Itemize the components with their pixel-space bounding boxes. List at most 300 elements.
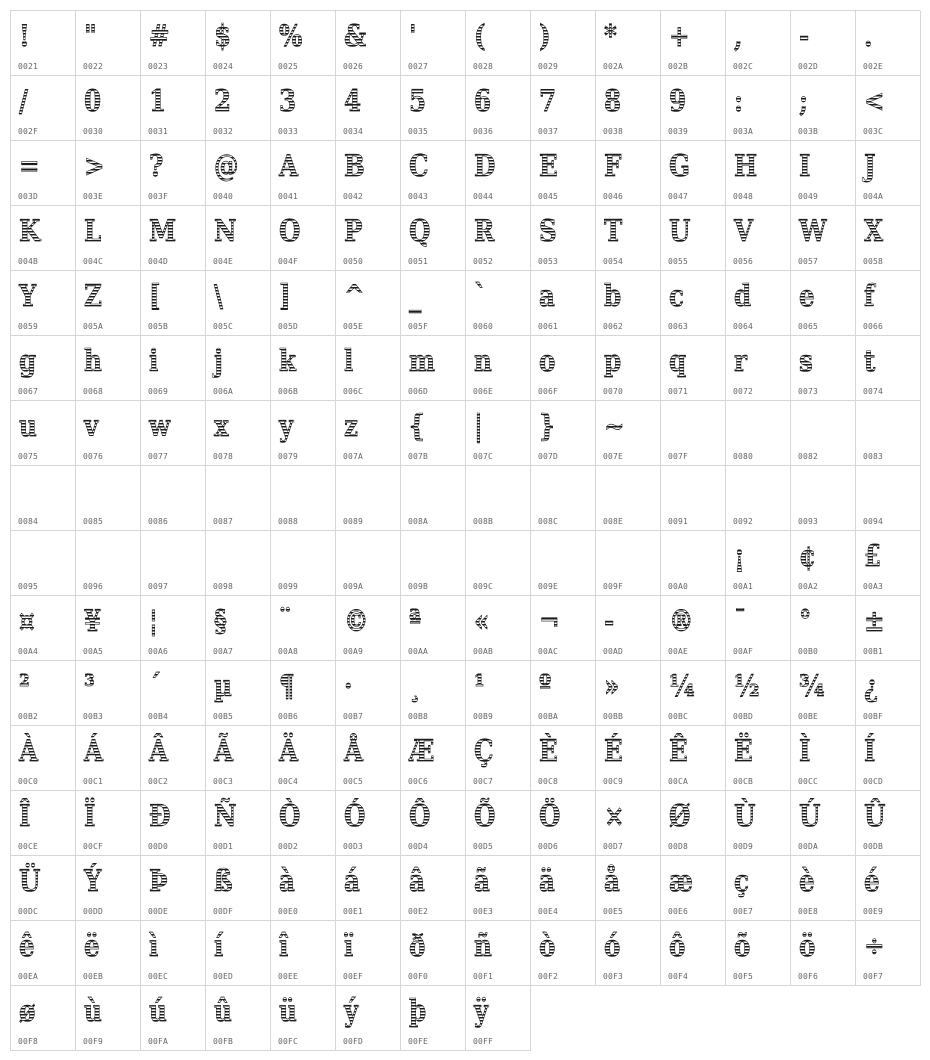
glyph-code-label: 0045 bbox=[538, 192, 559, 201]
glyph-sample: ø bbox=[19, 990, 35, 1034]
glyph-cell bbox=[206, 271, 271, 336]
glyph-cell bbox=[336, 726, 401, 791]
glyph-cell bbox=[856, 661, 921, 726]
glyph-cell bbox=[271, 596, 336, 661]
glyph-sample: ï bbox=[344, 925, 353, 969]
glyph-code-label: 00AF bbox=[733, 647, 754, 656]
glyph-sample: L bbox=[84, 210, 101, 254]
glyph-sample: á bbox=[344, 860, 360, 904]
glyph-code-label: 00DC bbox=[18, 907, 39, 916]
glyph-cell bbox=[76, 141, 141, 206]
glyph-cell bbox=[11, 271, 76, 336]
glyph-code-label: 00D6 bbox=[538, 842, 559, 851]
glyph-sample: ò bbox=[539, 925, 555, 969]
glyph-code-label: 00DD bbox=[83, 907, 104, 916]
glyph-sample: ù bbox=[84, 990, 102, 1034]
glyph-code-label: 0054 bbox=[603, 257, 624, 266]
glyph-code-label: 0027 bbox=[408, 62, 429, 71]
glyph-code-label: 00A3 bbox=[863, 582, 884, 591]
glyph-cell bbox=[856, 726, 921, 791]
glyph-cell bbox=[206, 466, 271, 531]
glyph-cell bbox=[336, 206, 401, 271]
glyph-code-label: 0050 bbox=[343, 257, 364, 266]
glyph-cell bbox=[466, 596, 531, 661]
glyph-cell bbox=[661, 661, 726, 726]
glyph-code-label: 00A5 bbox=[83, 647, 104, 656]
glyph-cell bbox=[726, 11, 791, 76]
glyph-sample: ¦ bbox=[149, 600, 158, 644]
glyph-cell bbox=[726, 141, 791, 206]
glyph-cell bbox=[401, 986, 466, 1051]
glyph-sample: m bbox=[409, 340, 435, 384]
glyph-cell bbox=[856, 206, 921, 271]
glyph-sample: P bbox=[344, 210, 363, 254]
glyph-code-label: 00CF bbox=[83, 842, 104, 851]
glyph-cell bbox=[401, 791, 466, 856]
glyph-sample: 1 bbox=[149, 80, 166, 124]
glyph-code-label: 0070 bbox=[603, 387, 624, 396]
glyph-cell bbox=[596, 856, 661, 921]
glyph-sample: É bbox=[604, 730, 623, 774]
glyph-code-label: 003F bbox=[148, 192, 169, 201]
glyph-code-label: 0028 bbox=[473, 62, 494, 71]
glyph-cell bbox=[791, 141, 856, 206]
glyph-cell bbox=[141, 336, 206, 401]
glyph-code-label: 002E bbox=[863, 62, 884, 71]
glyph-code-label: 0073 bbox=[798, 387, 819, 396]
glyph-cell bbox=[531, 141, 596, 206]
glyph-code-label: 00F1 bbox=[473, 972, 494, 981]
glyph-cell bbox=[596, 141, 661, 206]
glyph-sample: Ý bbox=[84, 860, 102, 904]
glyph-cell bbox=[661, 11, 726, 76]
glyph-cell bbox=[791, 531, 856, 596]
glyph-cell bbox=[661, 596, 726, 661]
glyph-sample: E bbox=[539, 145, 558, 189]
glyph-sample: î bbox=[279, 925, 288, 969]
glyph-sample: H bbox=[734, 145, 757, 189]
glyph-code-label: 0091 bbox=[668, 517, 689, 526]
glyph-code-label: 0096 bbox=[83, 582, 104, 591]
glyph-code-label: 00C5 bbox=[343, 777, 364, 786]
glyph-code-label: 00C8 bbox=[538, 777, 559, 786]
glyph-code-label: 0022 bbox=[83, 62, 104, 71]
glyph-cell bbox=[336, 661, 401, 726]
glyph-cell bbox=[271, 141, 336, 206]
glyph-sample: Û bbox=[864, 795, 885, 839]
glyph-cell bbox=[141, 856, 206, 921]
glyph-code-label: 0076 bbox=[83, 452, 104, 461]
glyph-sample: Õ bbox=[474, 795, 495, 839]
glyph-code-label: 00B0 bbox=[798, 647, 819, 656]
glyph-code-label: 00D8 bbox=[668, 842, 689, 851]
glyph-sample: X bbox=[864, 210, 883, 254]
glyph-cell bbox=[76, 921, 141, 986]
glyph-code-label: 0039 bbox=[668, 127, 689, 136]
glyph-code-label: 0092 bbox=[733, 517, 754, 526]
glyph-cell bbox=[791, 791, 856, 856]
glyph-code-label: 002F bbox=[18, 127, 39, 136]
glyph-sample: v bbox=[84, 405, 98, 449]
glyph-cell bbox=[336, 11, 401, 76]
glyph-sample: Ñ bbox=[214, 795, 236, 839]
glyph-code-label: 00F3 bbox=[603, 972, 624, 981]
glyph-sample: µ bbox=[214, 665, 232, 709]
glyph-cell bbox=[726, 76, 791, 141]
glyph-code-label: 00F6 bbox=[798, 972, 819, 981]
glyph-cell bbox=[726, 466, 791, 531]
glyph-code-label: 00E1 bbox=[343, 907, 364, 916]
glyph-sample: r bbox=[734, 340, 747, 384]
glyph-sample: Ð bbox=[149, 795, 171, 839]
glyph-code-label: 00A6 bbox=[148, 647, 169, 656]
glyph-sample: f bbox=[864, 275, 875, 319]
glyph-sample: Î bbox=[19, 795, 31, 839]
glyph-cell bbox=[596, 206, 661, 271]
glyph-sample: ¼ bbox=[669, 665, 695, 709]
glyph-cell bbox=[661, 791, 726, 856]
glyph-sample: à bbox=[279, 860, 295, 904]
glyph-cell bbox=[466, 856, 531, 921]
glyph-sample: Þ bbox=[149, 860, 168, 904]
glyph-sample: é bbox=[864, 860, 880, 904]
glyph-cell bbox=[141, 141, 206, 206]
glyph-code-label: 00A8 bbox=[278, 647, 299, 656]
glyph-code-label: 00EE bbox=[278, 972, 299, 981]
glyph-code-label: 0078 bbox=[213, 452, 234, 461]
glyph-sample: Ô bbox=[409, 795, 430, 839]
glyph-code-label: 00B6 bbox=[278, 712, 299, 721]
glyph-sample: Y bbox=[19, 275, 37, 319]
glyph-code-label: 008E bbox=[603, 517, 624, 526]
glyph-sample: · bbox=[344, 665, 353, 709]
glyph-cell bbox=[11, 921, 76, 986]
glyph-code-label: 005F bbox=[408, 322, 429, 331]
glyph-code-label: 00CB bbox=[733, 777, 754, 786]
glyph-cell bbox=[596, 271, 661, 336]
glyph-cell bbox=[661, 531, 726, 596]
glyph-sample: 0 bbox=[84, 80, 101, 124]
glyph-sample: ç bbox=[734, 860, 749, 904]
glyph-code-label: 008B bbox=[473, 517, 494, 526]
glyph-code-label: 00E2 bbox=[408, 907, 429, 916]
glyph-sample: ¿ bbox=[864, 665, 878, 709]
glyph-code-label: 0063 bbox=[668, 322, 689, 331]
glyph-code-label: 00CE bbox=[18, 842, 39, 851]
glyph-code-label: 00F0 bbox=[408, 972, 429, 981]
glyph-cell bbox=[141, 271, 206, 336]
glyph-sample: U bbox=[669, 210, 690, 254]
glyph-code-label: 0038 bbox=[603, 127, 624, 136]
glyph-sample: Ã bbox=[214, 730, 233, 774]
glyph-code-label: 002D bbox=[798, 62, 819, 71]
glyph-cell bbox=[76, 206, 141, 271]
glyph-cell bbox=[791, 336, 856, 401]
glyph-sample: O bbox=[279, 210, 300, 254]
glyph-code-label: 005D bbox=[278, 322, 299, 331]
glyph-cell bbox=[11, 401, 76, 466]
glyph-cell bbox=[596, 661, 661, 726]
glyph-cell bbox=[271, 531, 336, 596]
glyph-cell bbox=[531, 726, 596, 791]
glyph-cell bbox=[531, 336, 596, 401]
glyph-code-label: 004A bbox=[863, 192, 884, 201]
glyph-code-label: 00B9 bbox=[473, 712, 494, 721]
glyph-sample: % bbox=[279, 15, 302, 59]
glyph-code-label: 00EC bbox=[148, 972, 169, 981]
glyph-code-label: 00B2 bbox=[18, 712, 39, 721]
glyph-sample: 9 bbox=[669, 80, 686, 124]
glyph-sample: ñ bbox=[474, 925, 492, 969]
glyph-cell bbox=[336, 271, 401, 336]
glyph-sample: e bbox=[799, 275, 815, 319]
glyph-cell bbox=[206, 596, 271, 661]
glyph-code-label: 00D9 bbox=[733, 842, 754, 851]
glyph-sample: ³ bbox=[84, 665, 95, 709]
glyph-cell bbox=[531, 921, 596, 986]
glyph-cell bbox=[141, 791, 206, 856]
glyph-cell bbox=[141, 661, 206, 726]
glyph-cell bbox=[531, 271, 596, 336]
glyph-cell bbox=[206, 206, 271, 271]
glyph-sample: ó bbox=[604, 925, 620, 969]
glyph-cell bbox=[401, 726, 466, 791]
glyph-cell bbox=[401, 401, 466, 466]
glyph-code-label: 00A9 bbox=[343, 647, 364, 656]
glyph-sample: Â bbox=[149, 730, 168, 774]
glyph-sample: » bbox=[604, 665, 619, 709]
glyph-code-label: 00A7 bbox=[213, 647, 234, 656]
glyph-cell bbox=[661, 141, 726, 206]
glyph-sample: Á bbox=[84, 730, 103, 774]
glyph-sample: ( bbox=[474, 15, 486, 59]
glyph-code-label: 002B bbox=[668, 62, 689, 71]
glyph-sample: : bbox=[734, 80, 743, 124]
glyph-cell bbox=[661, 466, 726, 531]
glyph-cell bbox=[726, 271, 791, 336]
glyph-sample: Ò bbox=[279, 795, 300, 839]
glyph-sample: + bbox=[669, 15, 690, 59]
glyph-sample: V bbox=[734, 210, 753, 254]
glyph-code-label: 004B bbox=[18, 257, 39, 266]
glyph-sample: g bbox=[19, 340, 36, 384]
glyph-code-label: 009C bbox=[473, 582, 494, 591]
glyph-sample: S bbox=[539, 210, 557, 254]
glyph-sample: ? bbox=[149, 145, 163, 189]
glyph-sample: / bbox=[19, 80, 28, 124]
glyph-code-label: 00F7 bbox=[863, 972, 884, 981]
glyph-code-label: 0080 bbox=[733, 452, 754, 461]
glyph-code-label: 0093 bbox=[798, 517, 819, 526]
glyph-code-label: 003B bbox=[798, 127, 819, 136]
glyph-cell bbox=[141, 206, 206, 271]
glyph-code-label: 0061 bbox=[538, 322, 559, 331]
glyph-code-label: 0099 bbox=[278, 582, 299, 591]
glyph-cell bbox=[466, 271, 531, 336]
glyph-sample: " bbox=[84, 15, 97, 59]
glyph-code-label: 00A1 bbox=[733, 582, 754, 591]
glyph-code-label: 00C4 bbox=[278, 777, 299, 786]
glyph-code-label: 00FD bbox=[343, 1037, 364, 1046]
glyph-sample: { bbox=[409, 405, 425, 449]
glyph-cell bbox=[856, 271, 921, 336]
glyph-cell bbox=[271, 986, 336, 1051]
glyph-cell bbox=[271, 11, 336, 76]
glyph-cell bbox=[271, 921, 336, 986]
glyph-sample: ¤ bbox=[19, 600, 35, 644]
glyph-code-label: 005E bbox=[343, 322, 364, 331]
glyph-code-label: 002C bbox=[733, 62, 754, 71]
glyph-cell bbox=[11, 531, 76, 596]
glyph-code-label: 00A0 bbox=[668, 582, 689, 591]
glyph-cell bbox=[661, 921, 726, 986]
glyph-code-label: 0089 bbox=[343, 517, 364, 526]
glyph-sample: u bbox=[19, 405, 37, 449]
glyph-code-label: 0069 bbox=[148, 387, 169, 396]
glyph-sample: - bbox=[604, 600, 614, 644]
glyph-code-label: 0077 bbox=[148, 452, 169, 461]
glyph-code-label: 00AB bbox=[473, 647, 494, 656]
glyph-cell bbox=[336, 76, 401, 141]
glyph-cell bbox=[401, 921, 466, 986]
glyph-cell bbox=[401, 206, 466, 271]
glyph-cell bbox=[856, 466, 921, 531]
glyph-code-label: 0021 bbox=[18, 62, 39, 71]
glyph-code-label: 00E8 bbox=[798, 907, 819, 916]
glyph-code-label: 00A2 bbox=[798, 582, 819, 591]
glyph-cell bbox=[206, 531, 271, 596]
glyph-sample: d bbox=[734, 275, 751, 319]
glyph-sample: Ù bbox=[734, 795, 755, 839]
glyph-cell bbox=[856, 76, 921, 141]
glyph-sample: ^ bbox=[344, 275, 365, 319]
glyph-code-label: 00C2 bbox=[148, 777, 169, 786]
glyph-cell bbox=[271, 76, 336, 141]
glyph-cell bbox=[336, 466, 401, 531]
glyph-sample: l bbox=[344, 340, 353, 384]
glyph-code-label: 0036 bbox=[473, 127, 494, 136]
glyph-cell bbox=[466, 921, 531, 986]
glyph-code-label: 00B3 bbox=[83, 712, 104, 721]
glyph-cell bbox=[271, 206, 336, 271]
glyph-code-label: 00C1 bbox=[83, 777, 104, 786]
glyph-code-label: 007E bbox=[603, 452, 624, 461]
glyph-sample: 2 bbox=[214, 80, 231, 124]
glyph-code-label: 0067 bbox=[18, 387, 39, 396]
glyph-code-label: 0083 bbox=[863, 452, 884, 461]
glyph-cell bbox=[596, 336, 661, 401]
glyph-sample: Ú bbox=[799, 795, 820, 839]
glyph-cell bbox=[141, 11, 206, 76]
glyph-cell bbox=[856, 11, 921, 76]
glyph-code-label: 0047 bbox=[668, 192, 689, 201]
glyph-code-label: 00F9 bbox=[83, 1037, 104, 1046]
glyph-cell bbox=[76, 401, 141, 466]
glyph-sample: T bbox=[604, 210, 622, 254]
glyph-cell bbox=[271, 661, 336, 726]
glyph-code-label: 0033 bbox=[278, 127, 299, 136]
glyph-code-label: 008C bbox=[538, 517, 559, 526]
glyph-cell bbox=[531, 466, 596, 531]
glyph-cell bbox=[206, 921, 271, 986]
glyph-cell bbox=[726, 661, 791, 726]
glyph-code-label: 007A bbox=[343, 452, 364, 461]
glyph-cell bbox=[401, 271, 466, 336]
glyph-cell bbox=[401, 596, 466, 661]
glyph-code-label: 006D bbox=[408, 387, 429, 396]
glyph-cell bbox=[661, 76, 726, 141]
glyph-sample: ä bbox=[539, 860, 555, 904]
glyph-cell bbox=[141, 986, 206, 1051]
glyph-code-label: 00BD bbox=[733, 712, 754, 721]
glyph-code-label: 00BE bbox=[798, 712, 819, 721]
glyph-sample: Ó bbox=[344, 795, 365, 839]
glyph-cell bbox=[76, 661, 141, 726]
glyph-sample: è bbox=[799, 860, 815, 904]
glyph-code-label: 0095 bbox=[18, 582, 39, 591]
glyph-code-label: 00AA bbox=[408, 647, 429, 656]
glyph-code-label: 009E bbox=[538, 582, 559, 591]
glyph-cell bbox=[466, 11, 531, 76]
glyph-sample: ® bbox=[669, 600, 694, 644]
glyph-cell bbox=[206, 336, 271, 401]
glyph-code-label: 00B8 bbox=[408, 712, 429, 721]
glyph-sample: ô bbox=[669, 925, 685, 969]
glyph-code-label: 0035 bbox=[408, 127, 429, 136]
glyph-sample: õ bbox=[734, 925, 750, 969]
glyph-cell bbox=[206, 856, 271, 921]
glyph-code-label: 005B bbox=[148, 322, 169, 331]
glyph-sample: ½ bbox=[734, 665, 760, 709]
glyph-sample: M bbox=[149, 210, 176, 254]
glyph-cell bbox=[76, 466, 141, 531]
glyph-sample: 3 bbox=[279, 80, 296, 124]
glyph-code-label: 00CC bbox=[798, 777, 819, 786]
glyph-code-label: 00C3 bbox=[213, 777, 234, 786]
glyph-cell bbox=[791, 596, 856, 661]
glyph-cell bbox=[401, 336, 466, 401]
glyph-code-label: 0031 bbox=[148, 127, 169, 136]
glyph-cell bbox=[336, 856, 401, 921]
glyph-sample: § bbox=[214, 600, 227, 644]
glyph-cell bbox=[76, 11, 141, 76]
glyph-cell bbox=[11, 986, 76, 1051]
glyph-cell bbox=[726, 206, 791, 271]
glyph-sample: ¹ bbox=[474, 665, 485, 709]
glyph-code-label: 00E4 bbox=[538, 907, 559, 916]
glyph-sample: = bbox=[19, 145, 40, 189]
glyph-sample: Ø bbox=[669, 795, 690, 839]
glyph-code-label: 00AE bbox=[668, 647, 689, 656]
glyph-cell bbox=[271, 466, 336, 531]
glyph-code-label: 00B5 bbox=[213, 712, 234, 721]
glyph-code-label: 00BC bbox=[668, 712, 689, 721]
glyph-sample: | bbox=[474, 405, 483, 449]
glyph-cell bbox=[596, 466, 661, 531]
glyph-sample: \ bbox=[214, 275, 223, 319]
glyph-code-label: 0071 bbox=[668, 387, 689, 396]
glyph-code-label: 0060 bbox=[473, 322, 494, 331]
glyph-cell bbox=[336, 141, 401, 206]
glyph-sample: ö bbox=[799, 925, 815, 969]
glyph-cell bbox=[531, 11, 596, 76]
glyph-sample: ü bbox=[279, 990, 297, 1034]
glyph-sample: Å bbox=[344, 730, 363, 774]
glyph-sample: $ bbox=[214, 15, 231, 59]
glyph-code-label: 008A bbox=[408, 517, 429, 526]
glyph-sample: ! bbox=[19, 15, 30, 59]
glyph-code-label: 0026 bbox=[343, 62, 364, 71]
